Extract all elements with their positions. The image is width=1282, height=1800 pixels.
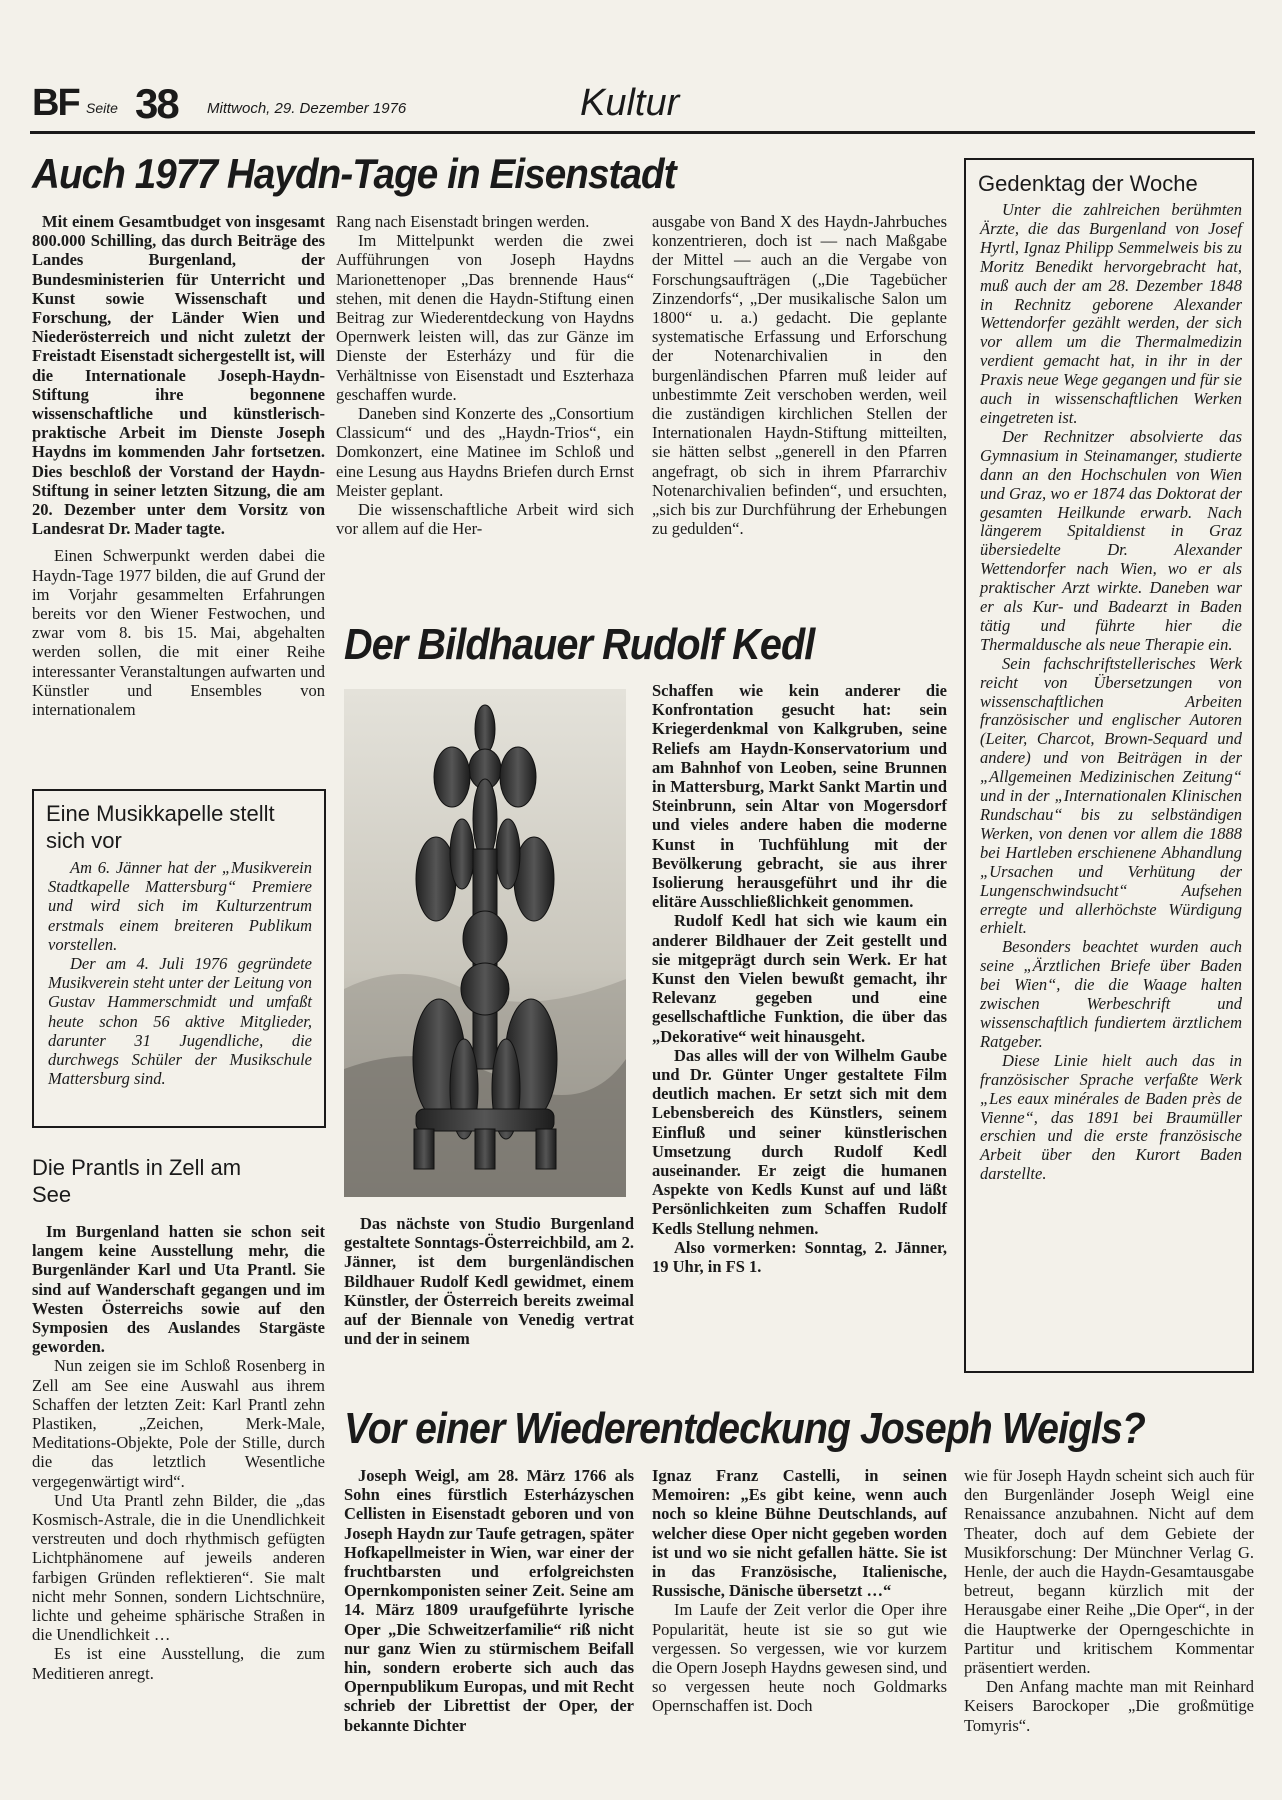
newspaper-logo: BF — [32, 82, 79, 124]
weigl-col1-text: Joseph Weigl, am 28. März 1766 als Sohn eines fürstlich Esterházyschen Cellisten in Eisenstadt geboren und von Joseph Haydn zur Taufe getragen, später Hofkapellmeister in Wien, war einer der fruchtbarsten und erfolgreichsten Opernkomponisten seiner Zeit. Seine am 14. März 1809 uraufgeführte lyrische Oper „Die Schweitzerfamilie“ riß nicht nur ganz Wien zu stürmischem Beifall hin, sondern eroberte sich auch das Opernpublikum Europas, und mit Recht schrieb der Librettist der Oper, der bekannte Dichter — [344, 1466, 634, 1735]
weigl-col2 — [652, 1466, 947, 1716]
prantls-p2: Nun zeigen sie im Schloß Rosenberg in Zell am See eine Auswahl aus ihrem Schaffen der letzten Zeit: Karl Prantl zehn Plastiken, „Zeichen, Merk-Male, Meditations-Objekte, Pole der Stille, durch die das letztlich Wesentliche vergegenwärtigt wird“. — [32, 1356, 325, 1491]
page-number: 38 — [135, 80, 178, 127]
gedenktag-p3: Sein fachschriftstellerisches Werk reicht von Übersetzungen von wissenschaftlichen Arbeiten französischer und englischer Autoren (Leiter, Charcot, Brown-Sequard und andere) und von Beiträgen in der „Allgemeinen Medizinischen Zeitung“ und in der „Internationalen Klinischen Rundschau“ bis zu selbständigen Werken, von denen vor allem die 1888 bei Hartleben erschienene Abhandlung „Ursachen und Verhütung der Lungenschwindsucht“ Aufsehen erregte und allerhöchste Würdigung erhielt. — [980, 653, 1242, 938]
article-haydn-lead: Mit einem Gesamtbudget von insgesamt 800.000 Schilling, das durch Beiträge des Landes Burgenland, der Bundesministerien für Unterricht und Kunst sowie Wissenschaft und Forschung, der Länder Wien und Niederösterreich und nicht zuletzt der Freistadt Eisenstadt sichergestellt ist, will die Internationale Joseph-Haydn-Stiftung ihre begonnene wissenschaftliche und künstlerisch-praktische Arbeit im Dienste Joseph Haydns im kommenden Jahr fortsetzen. Dies beschloß der Vorstand der Haydn-Stiftung in seiner letzten Sitzung, die am 20. Dezember unter dem Vorsitz von Landesrat Dr. Mader tagte. — [32, 212, 325, 539]
gedenktag-p5: Diese Linie hielt auch das in französischer Sprache verfaßte Werk „Les eaux minérales de Baden près de Vienne“, das 1891 bei Braumüller erschien und die erste französische Arbeit über den Kurort Baden darstellte. — [980, 1050, 1242, 1184]
sculpture-photo — [344, 689, 626, 1197]
musikkapelle-p1: Am 6. Jänner hat der „Musikverein Stadtkapelle Mattersburg“ Premiere und wird sich im Kulturzentrum erstmals einem breiteren Publikum vorstellen. — [48, 858, 312, 954]
issue-date: Mittwoch, 29. Dezember 1976 — [207, 100, 407, 117]
section-title: Kultur — [580, 82, 680, 124]
article-haydn-col1 — [32, 212, 325, 719]
kedl-p2: Rudolf Kedl hat sich wie kaum ein anderer Bildhauer der Zeit gestellt und sie mitgeprägt durch sein Werk. Er hat Kunst den Vielen bewußt gemacht, ihr Relevanz gegeben und eine gesellschaftliche Funktion, die über das „Dekorative“ weit hinausgeht. — [652, 911, 947, 1046]
weigl-col3-p2: Den Anfang machte man mit Reinhard Keisers Barockoper „Die großmütige Tomyris“. — [964, 1677, 1254, 1735]
kedl-caption — [344, 1214, 634, 1348]
kedl-p4: Also vormerken: Sonntag, 2. Jänner, 19 Uhr, in FS 1. — [652, 1237, 947, 1277]
prantls-p3: Und Uta Prantl zehn Bilder, die „das Kosmisch-Astrale, die in die Unendlichkeit verstreuten und doch rhythmisch gefügten Lichtphänomene auf jeweils anderen farbigen Gründen reflektieren“. Sie malt nicht mehr Sonnen, sondern Lichtschnüre, lichte und geheime sphärische Straßen in die Unendlichkeit … — [32, 1490, 325, 1645]
article-haydn-col2-p2: Im Mittelpunkt werden die zwei Aufführungen von Joseph Haydns Marionettenoper „Das brennende Haus“ stehen, mit denen die Haydn-Stiftung einen Beitrag zur Wiederentdeckung von Haydns Opernwerk leisten will, das zur Gänze im Dienste der Esterházy und für die Verhältnisse von Eisenstadt und Eszterhaza geschaffen wurde. — [336, 231, 634, 404]
gedenktag-body — [966, 201, 1252, 1184]
weigl-col1 — [344, 1466, 634, 1735]
musikkapelle-box — [32, 789, 326, 1128]
article-haydn-p2: Einen Schwerpunkt werden dabei die Haydn-Tage 1977 bilden, die auf Grund der im Vorjahr gesammelten Erfahrungen bereits vor den Wiener Festwochen, und zwar vom 8. bis 15. Mai, abgehalten werden sollen, die mit einer Reihe interessanter Veranstaltungen aufwarten und Künstler und Ensembles von internationalem — [32, 546, 325, 720]
musikkapelle-body — [34, 858, 324, 1088]
sculpture-image — [344, 689, 626, 1197]
page-label: Seite — [86, 100, 118, 116]
weigl-col3 — [964, 1466, 1254, 1735]
weigl-col2-p1: Ignaz Franz Castelli, in seinen Memoiren: „Es gibt keine, wenn auch noch so kleine Bühne Deutschlands, auf welcher diese Oper nicht gegeben worden ist und wo sie nicht gefallen hätte. Sie ist in das Französische, Italienische, Russische, Dänische übersetzt …“ — [652, 1466, 947, 1601]
kedl-p3: Das alles will der von Wilhelm Gaube und Dr. Günter Unger gestaltete Film deutlich machen. Er setzt sich mit dem Lebensbereich des Künstlers, seinem Einfluß und seiner künstlerischen Umsetzung durch Rudolf Kedl auseinander. Er zeigt die humanen Aspekte von Kedls Kunst auf und läßt Persönlichkeiten zum Schaffen Rudolf Kedls Stellung nehmen. — [652, 1045, 947, 1238]
weigl-col3-p1: wie für Joseph Haydn scheint sich auch für den Burgenländer Joseph Weigl eine Renaissance anzubahnen. Nicht auf dem Theater, doch auf dem Gebiete der Musikforschung: Der Münchner Verlag G. Henle, der auch die Haydn-Gesamtausgabe betreut, begann kürzlich mit der Herausgabe einer Reihe „Die Oper“, in der die Hauptwerke der Operngeschichte in Partitur und kritischem Kommentar präsentiert werden. — [964, 1466, 1254, 1678]
article-haydn-col2-p4: Die wissenschaftliche Arbeit wird sich vor allem auf die Her- — [336, 500, 634, 539]
article-haydn-col2-p3: Daneben sind Konzerte des „Consortium Classicum“ und des „Haydn-Trios“, ein Domkonzert, eine Matinee im Schloß und eine Lesung aus Haydns Briefen durch Ernst Meister geplant. — [336, 404, 634, 500]
article-haydn-col2-p1: Rang nach Eisenstadt bringen werden. — [336, 212, 590, 231]
masthead-rule — [30, 131, 1255, 134]
article-haydn-col3-p1: ausgabe von Band X des Haydn-Jahrbuches konzentrieren, doch ist — nach Maßgabe der Mittel — auch an die Vergabe von Forschungsaufträgen („Die Tagebücher Zinzendorfs“, „Der musikalische Salon um 1800“ u. a.) gedacht. Die geplante systematische Erfassung und Erforschung der Notenarchivalien in den burgenländischen Pfarren muß leider auf unbestimmte Zeit verschoben werden, weil die zuständigen kirchlichen Stellen der Internationalen Haydn-Stiftung mitteilten, sie hätten selbst „generell in den Pfarren angefragt, ob sich in ihrem Pfarrarchiv Notenarchivalien befinden“, und ersuchten, „sich bis zur Durchführung der Erhebungen zu gedulden“. — [652, 212, 947, 539]
prantls-p4: Es ist eine Ausstellung, die zum Meditieren anregt. — [32, 1644, 325, 1683]
kedl-body — [652, 681, 947, 1276]
headline-weigl: Vor einer Wiederentdeckung Joseph Weigls? — [344, 1404, 1145, 1453]
weigl-col2-p2: Im Laufe der Zeit verlor die Oper ihre Popularität, heute ist sie so gut wie vergessen. So vergessen, wie vor kurzem die Opern Joseph Haydns gewesen sind, und so vergessen heute noch Goldmarks Opernschaffen ist. Doch — [652, 1600, 947, 1716]
prantls-lead: Im Burgenland hatten sie schon seit langem keine Ausstellung mehr, die Burgenländer Karl und Uta Prantl. Sie sind auf Wanderschaft gegangen und im Westen Österreichs sowie auf den Symposien des Auslandes Stargäste geworden. — [32, 1222, 325, 1357]
gedenktag-p2: Der Rechnitzer absolvierte das Gymnasium in Steinamanger, studierte dann an den Hochschulen von Wien und Graz, wo er 1874 das Doktorat der gesamten Heilkunde erwarb. Nach längerem Spitaldienst in Graz übersiedelte Dr. Alexander Wettendorfer nach Wien, wo er als praktischer Arzt wirkte. Daneben war er als Kur- und Badearzt in Baden tätig und führte hier die Thermaldusche als neue Therapie ein. — [980, 426, 1242, 654]
gedenktag-box — [964, 158, 1254, 1373]
prantls-body — [32, 1222, 325, 1683]
prantls-title: Die Prantls in Zell am See — [32, 1155, 242, 1207]
article-haydn-col2 — [336, 212, 634, 538]
article-haydn-col3 — [652, 212, 947, 538]
gedenktag-title: Gedenktag der Woche — [978, 171, 1198, 196]
kedl-caption-text: Das nächste von Studio Burgenland gestaltete Sonntags-Österreichbild, am 2. Jänner, ist dem burgenländischen Bildhauer Rudolf Kedl gewidmet, einem Künstler, der Österreich bereits zweimal auf der Biennale von Venedig vertrat und der in seinem — [344, 1214, 634, 1349]
gedenktag-p1: Unter die zahlreichen berühmten Ärzte, die das Burgenland von Josef Hyrtl, Ignaz Philipp Semmelweis bis zu Moritz Benedikt hervorgebracht hat, muß auch der am 28. Dezember 1848 in Rechnitz geborene Alexander Wettendorfer gezählt werden, der sich vor allem um die Thermalmedizin verdient gemacht hat, in ihr in der Praxis neue Wege gegangen und für sie auch in wissenschaftlichen Werken eingetreten ist. — [980, 200, 1242, 427]
headline-kedl: Der Bildhauer Rudolf Kedl — [344, 620, 815, 669]
kedl-p1: Schaffen wie kein anderer die Konfrontation gesucht hat: sein Kriegerdenkmal von Kalkgruben, seine Reliefs am Haydn-Konservatorium und am Bahnhof von Leoben, seine Brunnen in Mattersburg, Markt Sankt Martin und Steinbrunn, sein Altar von Mogersdorf und vieles andere haben die moderne Kunst in Tuchfühlung mit der Bevölkerung gebracht, sie aus ihrer Isolierung herausgeführt und ihr die elitäre Ausschließlichkeit genommen. — [652, 681, 947, 912]
musikkapelle-title: Eine Musikkapelle stellt sich vor — [46, 801, 275, 853]
gedenktag-p4: Besonders beachtet wurden auch seine „Ärztlichen Briefe über Baden bei Wien“, die die Waage halten zwischen Werbeschrift und wissenschaftlich fundiertem ärztlichem Ratgeber. — [980, 937, 1242, 1051]
headline-haydn-tage: Auch 1977 Haydn-Tage in Eisenstadt — [32, 150, 676, 197]
musikkapelle-p2: Der am 4. Juli 1976 gegründete Musikverein steht unter der Leitung von Gustav Hammerschmidt und umfaßt heute schon 56 aktive Mitglieder, darunter 31 Jugendliche, die durchwegs Schüler der Musikschule Mattersburg sind. — [48, 954, 312, 1089]
